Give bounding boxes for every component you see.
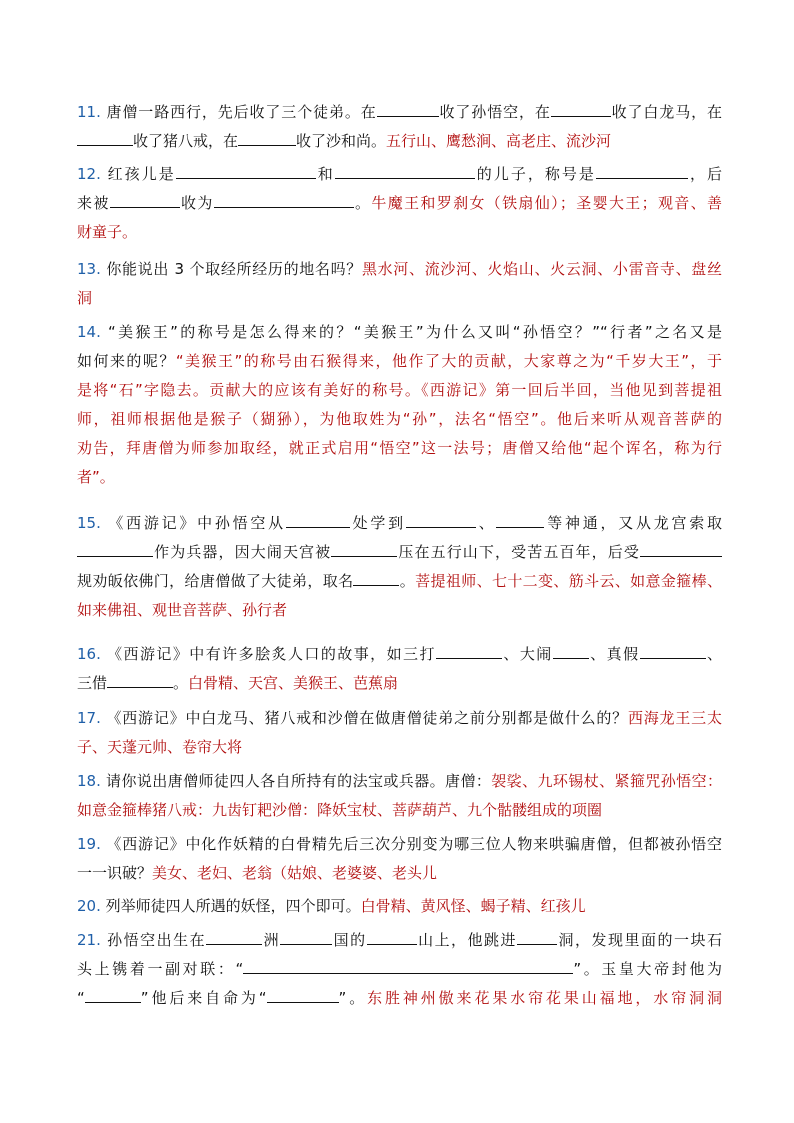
question-line: [77, 859, 722, 888]
answer-line: 劝告，拜唐僧为师参加取经，就正式启用“悟空”这一法号；唐僧又给他“起个诨名，称为行: [77, 439, 722, 457]
answer-blank: [286, 513, 350, 528]
answer-text: 洞: [77, 289, 93, 307]
question-13: [77, 255, 722, 313]
question-number: 21.: [77, 931, 101, 949]
answer-blank: [436, 644, 502, 659]
answer-text: 白骨精、天宫、美猴王、芭蕉扇: [188, 674, 399, 692]
question-text: 和: [315, 165, 335, 183]
answer-text: 如来佛祖、观世音菩萨、孙行者: [77, 601, 288, 619]
question-text: 处学到: [349, 514, 406, 532]
answer-text: “美猴王”的称号由石猴得来，他作了大的贡献，大家尊之为“千岁大王”，于: [175, 352, 722, 370]
answer-blank: [267, 988, 339, 1003]
answer-blank: [206, 930, 262, 945]
answer-blank: [85, 988, 141, 1003]
question-number: 11.: [77, 103, 101, 121]
question-text: 、大闹: [501, 645, 553, 663]
question-text: 《西游记》中有许多脍炙人口的故事，如三打: [107, 645, 436, 663]
answer-blank: [238, 131, 296, 146]
question-text: ”。玉皇大帝封他为: [573, 960, 722, 978]
question-text: 《西游记》中孙悟空从: [108, 514, 286, 532]
answer-blank: [280, 930, 332, 945]
answer-blank: [214, 193, 354, 208]
question-text: 孙悟空出生在: [107, 931, 207, 949]
question-text: 来被: [77, 194, 110, 212]
question-16: [77, 640, 722, 698]
question-text: 的儿子，称号是: [474, 165, 596, 183]
answer-text: 财童子。: [77, 223, 138, 241]
answer-text: 子、天蓬元帅、卷帘大将: [77, 738, 243, 756]
question-text: 国的: [332, 931, 367, 949]
question-17: [77, 704, 722, 762]
question-text: 洞，发现里面的一块石: [557, 931, 722, 949]
question-text: 《西游记》中白龙马、猪八戒和沙僧在做唐僧徒弟之前分别都是做什么的？: [106, 709, 628, 727]
answer-blank: [176, 164, 316, 179]
answer-blank: [107, 673, 173, 688]
question-number: 12.: [77, 165, 101, 183]
answer-text: 如意金箍棒猪八戒：九齿钉耙沙僧：降妖宝杖、菩萨葫芦、九个骷髅组成的项圈: [77, 801, 603, 819]
question-text: 如何来的呢？: [77, 352, 176, 370]
answer-blank: [640, 644, 706, 659]
question-text: ”他后来自命为“: [140, 989, 267, 1007]
question-text: 请你说出唐僧师徒四人各自所持有的法宝或兵器。唐僧：: [106, 772, 492, 790]
question-text: ”。: [338, 989, 368, 1007]
answer-text: 袈裟、九环锡杖、紧箍咒孙悟空：: [491, 772, 722, 790]
answer-text: 黑水河、流沙河、火焰山、火云洞、小雷音寺、盘丝: [361, 260, 722, 278]
question-line: [77, 733, 722, 762]
question-line: [77, 892, 722, 921]
question-text: 、: [705, 645, 722, 663]
question-text: 三借: [77, 674, 108, 692]
question-text: 作为兵器，因大闹天宫被: [153, 543, 332, 561]
question-line: [77, 538, 722, 567]
question-text: 山上，他跳进: [416, 931, 518, 949]
question-text: 收了沙和尚。: [296, 132, 387, 150]
question-number: 18.: [77, 772, 101, 790]
question-text: 《西游记》中化作妖精的白骨精先后三次分别变为哪三位人物来哄骗唐僧，但都被孙悟空: [106, 835, 722, 853]
answer-line: 是将“石”字隐去。贡献大的应该有美好的称号。《西游记》第一回后半回，当他见到菩提祖: [77, 381, 722, 399]
answer-blank: [496, 513, 544, 528]
answer-text: 西海龙王三太: [627, 709, 722, 727]
question-number: 16.: [77, 645, 101, 663]
question-line: [77, 955, 722, 984]
answer-blank: [331, 542, 397, 557]
question-text: 收了白龙马，在: [610, 103, 722, 121]
question-text: “美猴王”的称号是怎么得来的？“美猴王”为什么又叫“孙悟空？”“行者”之名又是: [107, 323, 722, 341]
question-line: [77, 98, 722, 127]
answer-blank: [353, 571, 399, 586]
question-text: 列举师徒四人所遇的妖怪，四个即可。: [105, 897, 361, 915]
question-text: 。: [173, 674, 189, 692]
question-20: [77, 892, 722, 921]
question-11: [77, 98, 722, 156]
question-text: 一一识破？: [77, 864, 153, 882]
answer-blank: [640, 542, 722, 557]
question-line: [77, 218, 722, 247]
question-text: 收为: [179, 194, 214, 212]
question-line: [77, 509, 722, 538]
question-text: 收了孙悟空，在: [438, 103, 551, 121]
question-text: 规劝皈依佛门，给唐僧做了大徒弟，取名: [77, 572, 354, 590]
question-text: 压在五行山下，受苦五百年，后受: [397, 543, 640, 561]
question-number: 17.: [77, 709, 101, 727]
question-number: 14.: [77, 323, 101, 341]
question-text: 你能说出 3 个取经所经历的地名吗？: [106, 260, 362, 278]
answer-text: 白骨精、黄风怪、蝎子精、红孩儿: [360, 897, 586, 915]
answer-blank: [596, 164, 688, 179]
question-text: 洲: [262, 931, 281, 949]
question-text: 。: [399, 572, 416, 590]
answer-blank: [377, 102, 439, 117]
question-text: 、: [475, 514, 497, 532]
question-text: 等神通，又从龙宫索取: [544, 514, 722, 532]
question-line: [77, 984, 722, 1013]
question-text: “: [77, 989, 85, 1007]
question-text: 收了猪八戒，在: [133, 132, 239, 150]
question-text: 、真假: [588, 645, 640, 663]
question-12: [77, 160, 722, 247]
answer-blank: [367, 930, 417, 945]
answer-blank: [77, 131, 133, 146]
answer-blank: [551, 102, 611, 117]
question-line: [77, 796, 722, 825]
question-text: ，后: [687, 165, 722, 183]
answer-text: 菩提祖师、七十二变、筋斗云、如意金箍棒、: [415, 572, 722, 590]
question-line: [77, 926, 722, 955]
question-line: [77, 318, 722, 347]
question-line: [77, 669, 722, 698]
question-18: [77, 767, 722, 825]
question-15: [77, 509, 722, 625]
answer-text: 东胜神州傲来花果水帘花果山福地，水帘洞洞: [367, 989, 722, 1007]
question-number: 20.: [77, 897, 101, 915]
question-line: [77, 189, 722, 218]
question-line: [77, 767, 722, 796]
answer-line: 师，祖师根据他是猴子（猢狲），为他取姓为“孙”，法名“悟空”。他后来听从观音菩萨的: [77, 410, 722, 428]
question-19: [77, 830, 722, 888]
question-text: 头上镌着一副对联：“: [77, 960, 244, 978]
question-text: 红孩儿是: [107, 165, 176, 183]
question-line: [77, 596, 722, 625]
question-line: [77, 160, 722, 189]
answer-blank: [335, 164, 475, 179]
question-line: [77, 704, 722, 733]
question-line: [77, 830, 722, 859]
question-number: 15.: [77, 514, 101, 532]
question-text: 。: [353, 194, 372, 212]
question-number: 19.: [77, 835, 101, 853]
answer-blank: [243, 959, 573, 974]
answer-text: 五行山、鹰愁涧、高老庄、流沙河: [386, 132, 612, 150]
question-line: [77, 640, 722, 669]
question-line: [77, 255, 722, 284]
answer-blank: [553, 644, 589, 659]
question-line: [77, 347, 722, 376]
answer-text: 美女、老妇、老翁（姑娘、老婆婆、老头儿: [152, 864, 438, 882]
question-14: [77, 318, 722, 492]
question-line: [77, 284, 722, 313]
answer-blank: [517, 930, 557, 945]
answer-blank: [77, 542, 153, 557]
question-text: 唐僧一路西行，先后收了三个徒弟。在: [106, 103, 377, 121]
question-number: 13.: [77, 260, 101, 278]
question-21: [77, 926, 722, 1013]
answer-text: 牛魔王和罗刹女（铁扇仙）；圣婴大王；观音、善: [371, 194, 722, 212]
answer-line: 者”。: [77, 468, 115, 486]
question-line: [77, 567, 722, 596]
question-line: [77, 127, 722, 156]
answer-blank: [110, 193, 180, 208]
answer-blank: [406, 513, 476, 528]
